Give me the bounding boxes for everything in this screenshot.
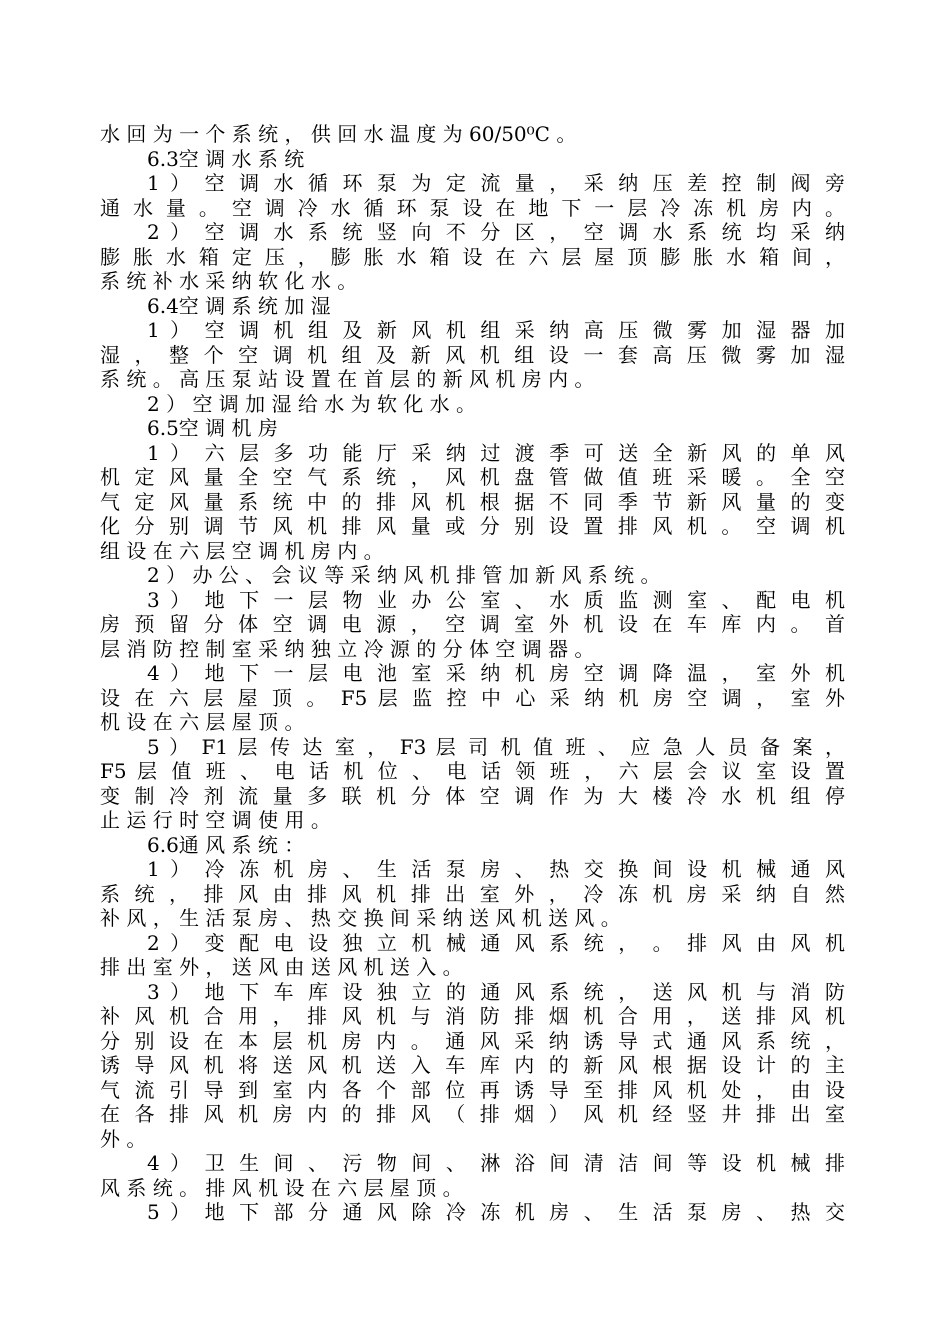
text-line: 排 出 室 外 ， 送 风 由 送 风 机 送 入 。 (100, 955, 463, 979)
text-line: 6.6通 风 系 统 ： (147, 832, 305, 857)
text-line: 化 分 别 调 节 风 机 排 风 量 或 分 别 设 置 排 风 机 。 空 调 机 (100, 514, 845, 538)
text-line: 风 系 统 。 排 风 机 设 在 六 层 屋 顶 。 (100, 1175, 463, 1200)
text-line: 系 统 ， 排 风 由 排 风 机 排 出 室 外 ， 冷 冻 机 房 采 纳 自 然 (100, 881, 845, 906)
text-line: 水 回 为 一 个 系 统 ， 供 回 水 温 度 为 60/50⁰C 。 (100, 122, 577, 146)
text-line: 止 运 行 时 空 调 使 用 。 (100, 808, 331, 832)
text-line: 补 风 机 合 用 ， 排 风 机 与 消 防 排 烟 机 合 用 ， 送 排 风 机 (100, 1004, 845, 1028)
text-line: 房 预 留 分 体 空 调 电 源 ， 空 调 室 外 机 设 在 车 库 内 。 首 (100, 612, 845, 636)
text-line: 膨 胀 水 箱 定 压 ， 膨 胀 水 箱 设 在 六 层 屋 顶 膨 胀 水 箱 间 ， (100, 244, 845, 269)
text-line: 通 水 量 。 空 调 冷 水 循 环 泵 设 在 地 下 一 层 冷 冻 机 房 内 。 (100, 195, 845, 220)
text-line: 诱 导 风 机 将 送 风 机 送 入 车 库 内 的 新 风 根 据 设 计 的 主 (100, 1053, 845, 1077)
text-line: 6.3空 调 水 系 统 (147, 146, 305, 171)
text-line: 机 定 风 量 全 空 气 系 统 ， 风 机 盘 管 做 值 班 采 暖 。 全 空 (100, 465, 845, 489)
text-line: 分 别 设 在 本 层 机 房 内 。 通 风 采 纳 诱 导 式 通 风 系 统 ， (100, 1028, 845, 1053)
text-line: 气 流 引 导 到 室 内 各 个 部 位 再 诱 导 至 排 风 机 处 ， 由 设 (100, 1077, 845, 1102)
text-line: 6.5空 调 机 房 (147, 416, 278, 440)
text-line: 4 ） 地 下 一 层 电 池 室 采 纳 机 房 空 调 降 温 ， 室 外 机 (147, 661, 845, 685)
text-line: F5 层 值 班 、 电 话 机 位 、 电 话 领 班 ， 六 层 会 议 室 设 置 (100, 759, 845, 783)
text-line: 补 风 ， 生 活 泵 房 、 热 交 换 间 采 纳 送 风 机 送 风 。 (100, 906, 621, 930)
text-line: 气 定 风 量 系 统 中 的 排 风 机 根 据 不 同 季 节 新 风 量 的 变 (100, 489, 845, 514)
text-line: 1 ） 空 调 机 组 及 新 风 机 组 采 纳 高 压 微 雾 加 湿 器 加 (147, 318, 845, 342)
text-line: 6.4空 调 系 统 加 湿 (147, 293, 331, 318)
text-line: 2 ） 空 调 加 湿 给 水 为 软 化 水 。 (147, 391, 477, 416)
text-line: 湿 ， 整 个 空 调 机 组 及 新 风 机 组 设 一 套 高 压 微 雾 加 湿 (100, 342, 845, 367)
text-line: 3 ） 地 下 车 库 设 独 立 的 通 风 系 统 ， 送 风 机 与 消 防 (147, 979, 845, 1004)
text-line: 3 ） 地 下 一 层 物 业 办 公 室 、 水 质 监 测 室 、 配 电 机 (147, 587, 845, 612)
text-line: 4 ） 卫 生 间 、 污 物 间 、 淋 浴 间 清 洁 间 等 设 机 械 排 (147, 1151, 845, 1175)
text-line: 2 ） 办 公 、 会 议 等 采 纳 风 机 排 管 加 新 风 系 统 。 (147, 563, 661, 587)
text-line: 外 。 (100, 1126, 147, 1151)
text-line: 机 设 在 六 层 屋 顶 。 (100, 710, 305, 734)
text-line: 1 ） 六 层 多 功 能 厅 采 纳 过 渡 季 可 送 全 新 风 的 单 风 (147, 440, 845, 465)
text-line: 组 设 在 六 层 空 调 机 房 内 。 (100, 538, 384, 563)
text-line: 5 ） F1 层 传 达 室 ， F3 层 司 机 值 班 、 应 急 人 员 备 案 ， (147, 734, 845, 759)
text-line: 1 ） 空 调 水 循 环 泵 为 定 流 量 ， 采 纳 压 差 控 制 阀 旁 (147, 171, 845, 195)
text-line: 系 统 。 高 压 泵 站 设 置 在 首 层 的 新 风 机 房 内 。 (100, 367, 595, 391)
text-line: 设 在 六 层 屋 顶 。 F5 层 监 控 中 心 采 纳 机 房 空 调 ， 室 外 (100, 685, 845, 710)
text-line: 2 ） 变 配 电 设 独 立 机 械 通 风 系 统 ， 。 排 风 由 风 机 (147, 930, 845, 955)
text-line: 5 ） 地 下 部 分 通 风 除 冷 冻 机 房 、 生 活 泵 房 、 热 交 (147, 1200, 845, 1224)
document-body (100, 122, 845, 1225)
text-line: 在 各 排 风 机 房 内 的 排 风 （ 排 烟 ） 风 机 经 竖 井 排 出 室 (100, 1102, 845, 1126)
text-line: 层 消 防 控 制 室 采 纳 独 立 冷 源 的 分 体 空 调 器 。 (100, 636, 595, 661)
text-line: 2 ） 空 调 水 系 统 竖 向 不 分 区 ， 空 调 水 系 统 均 采 纳 (147, 220, 845, 244)
text-line: 变 制 冷 剂 流 量 多 联 机 分 体 空 调 作 为 大 楼 冷 水 机 组 停 (100, 783, 845, 808)
text-line: 系 统 补 水 采 纳 软 化 水 。 (100, 269, 358, 293)
text-line: 1 ） 冷 冻 机 房 、 生 活 泵 房 、 热 交 换 间 设 机 械 通 风 (147, 857, 845, 881)
